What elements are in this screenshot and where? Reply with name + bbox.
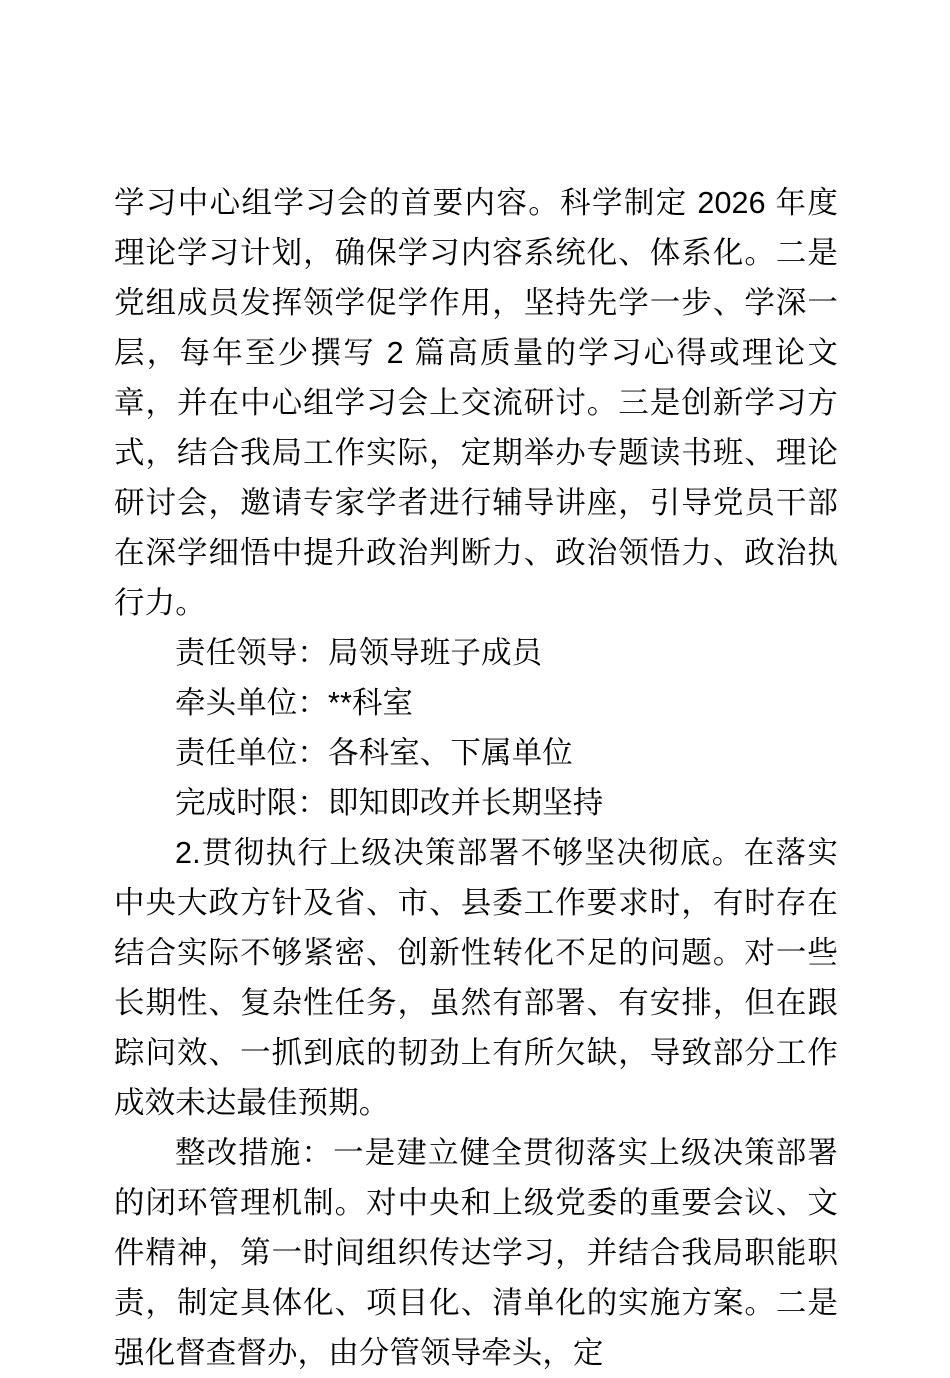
field-responsible-leader: 责任领导：局领导班子成员 (175, 636, 543, 670)
field-responsible-unit: 责任单位：各科室、下属单位 (175, 736, 573, 770)
field-completion-deadline: 完成时限：即知即改并长期坚持 (175, 786, 604, 820)
document-text-body (114, 178, 838, 1378)
paragraph-continued-learning-plan: 学习中心组学习会的首要内容。科学制定 2026 年度理论学习计划，确保学习内容系统化、体系化。二是党组成员发挥领学促学作用，坚持先学一步、学深一层，每年至少撰写 2 篇高质量的学习心得或理论文章，并在中心组学习会上交流研讨。三是创新学习方式，结合我局工作实际，定期举办专题读书班、理论研讨会，邀请专家学者进行辅导讲座，引导党员干部在深学细悟中提升政治判断力、政治领悟力、政治执行力。 (114, 186, 838, 620)
paragraph-problem-item-2: 2.贯彻执行上级决策部署不够坚决彻底。在落实中央大政方针及省、市、县委工作要求时，有时存在结合实际不够紧密、创新性转化不足的问题。对一些长期性、复杂性任务，虽然有部署、有安排，但在跟踪问效、一抓到底的韧劲上有所欠缺，导致部分工作成效未达最佳预期。 (114, 836, 838, 1120)
field-lead-unit: 牵头单位：**科室 (175, 686, 414, 720)
paragraph-rectification-measures-2: 整改措施：一是建立健全贯彻落实上级决策部署的闭环管理机制。对中央和上级党委的重要会议、文件精神，第一时间组织传达学习，并结合我局职能职责，制定具体化、项目化、清单化的实施方案。二是强化督查督办，由分管领导牵头，定 (114, 1136, 838, 1370)
